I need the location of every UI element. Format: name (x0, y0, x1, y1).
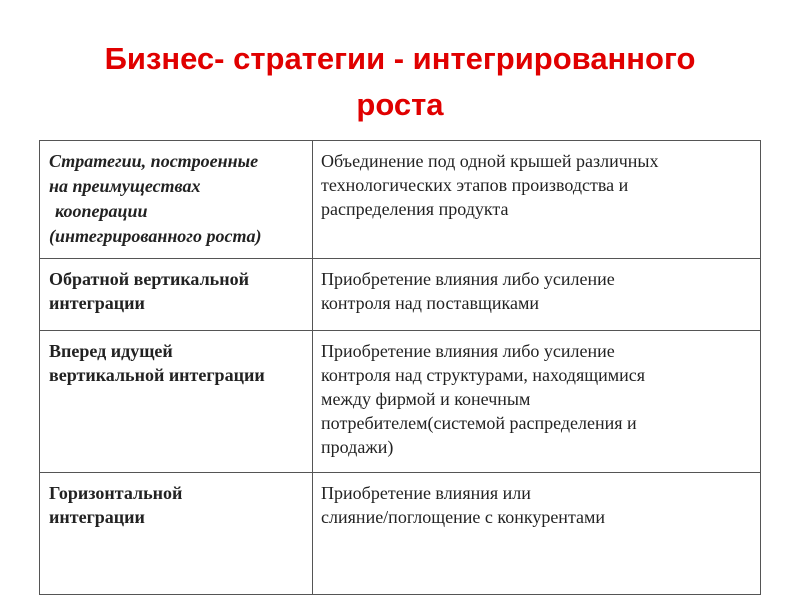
strategy-name-cell (40, 473, 313, 595)
strategy-description-line: Приобретение влияния либо усиление (321, 341, 615, 361)
strategy-name-line: интеграции (49, 293, 145, 313)
table-row-forward-integration (40, 331, 761, 473)
strategy-table (39, 140, 761, 595)
strategy-description-line: контроля над поставщиками (321, 293, 540, 313)
strategy-name-cell (40, 259, 313, 331)
table-row-backward-integration (40, 259, 761, 331)
strategy-name-line: Обратной вертикальной (49, 269, 249, 289)
slide-title (40, 36, 760, 128)
slide-title-line-2: роста (356, 87, 444, 122)
strategy-name-cell (40, 141, 313, 259)
strategy-name-line: на преимуществах (49, 176, 201, 196)
strategy-description-cell (313, 259, 761, 331)
strategy-description-line: распределения продукта (321, 199, 509, 219)
strategy-name-line: (интегрированного роста) (49, 226, 262, 246)
strategy-description-line: слияние/поглощение с конкурентами (321, 507, 606, 527)
strategy-name-line: интеграции (49, 507, 145, 527)
slide-title-line-1: Бизнес- стратегии - интегрированного (104, 41, 696, 76)
strategy-description-cell (313, 331, 761, 473)
strategy-description-cell (313, 141, 761, 259)
strategy-description-line: продажи) (321, 437, 394, 457)
strategy-name-cell (40, 331, 313, 473)
strategy-description-line: технологических этапов производства и (321, 175, 629, 195)
strategy-name-line: Стратегии, построенные (49, 151, 259, 171)
strategy-description-line: потребителем(системой распределения и (321, 413, 637, 433)
strategy-description-line: Приобретение влияния либо усиление (321, 269, 615, 289)
strategy-description-line: Приобретение влияния или (321, 483, 531, 503)
strategy-description-line: контроля над структурами, находящимися (321, 365, 646, 385)
table-row-cooperation (40, 141, 761, 259)
strategy-name-line: кооперации (55, 201, 148, 221)
strategy-description-cell (313, 473, 761, 595)
strategy-name-line: Вперед идущей (49, 341, 173, 361)
strategy-description-line: Объединение под одной крышей различных (321, 151, 659, 171)
strategy-description-line: между фирмой и конечным (321, 389, 531, 409)
strategy-name-line: Горизонтальной (49, 483, 183, 503)
strategy-name-line: вертикальной интеграции (49, 365, 265, 385)
table-row-horizontal-integration (40, 473, 761, 595)
